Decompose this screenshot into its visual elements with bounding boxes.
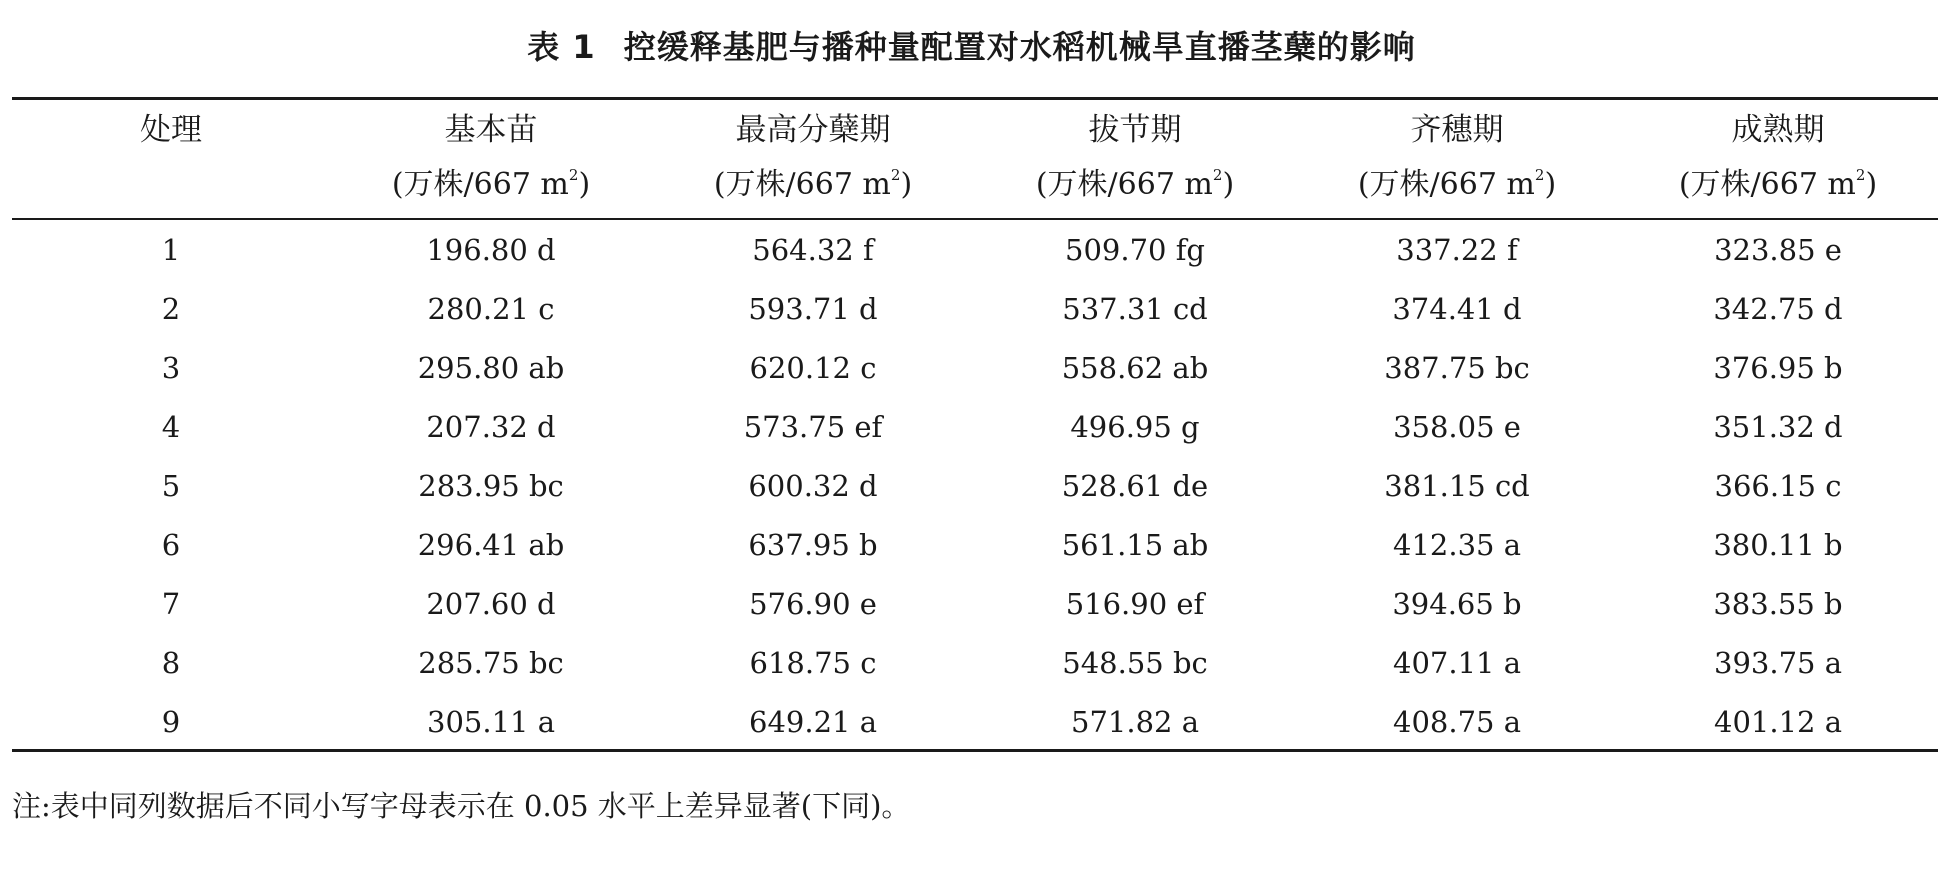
table-cell: 337.22 f [1396, 232, 1518, 267]
table-row [12, 692, 1938, 751]
header-basic-seedlings [330, 112, 652, 202]
bottom-rule [12, 749, 1938, 752]
table-cell: 295.80 ab [417, 350, 565, 385]
header-label: 拔节期 [1088, 112, 1182, 148]
table-cell: 576.90 e [749, 586, 877, 621]
table-cell: 412.35 a [1393, 527, 1521, 562]
table-cell: 358.05 e [1393, 409, 1521, 444]
table-cell: 207.60 d [426, 586, 556, 621]
table-cell: 537.31 cd [1062, 291, 1208, 326]
table-cell: 387.75 bc [1384, 350, 1530, 385]
table-cell: 401.12 a [1714, 704, 1842, 739]
table-cell: 573.75 ef [743, 409, 883, 444]
table-cell: 9 [161, 704, 181, 739]
table-cell: 593.71 d [748, 291, 878, 326]
header-label: 最高分蘖期 [735, 112, 891, 148]
header-max-tillering [652, 112, 974, 202]
table-cell: 528.61 de [1061, 468, 1209, 503]
table-cell: 366.15 c [1714, 468, 1842, 503]
table-cell: 283.95 bc [418, 468, 564, 503]
table-cell: 637.95 b [748, 527, 878, 562]
table-cell: 620.12 c [749, 350, 877, 385]
table-cell: 393.75 a [1714, 645, 1842, 680]
table-cell: 509.70 fg [1065, 232, 1205, 267]
table-cell: 564.32 f [752, 232, 874, 267]
table-cell: 6 [161, 527, 181, 562]
table-cell: 285.75 bc [418, 645, 564, 680]
table-row [12, 397, 1938, 456]
table-row [12, 279, 1938, 338]
header-label: 处理 [140, 112, 202, 148]
header-unit: (万株/667 $m^2$) [1357, 166, 1557, 202]
header-full-heading [1296, 112, 1618, 202]
table-cell: 2 [161, 291, 181, 326]
header-unit: (万株/667 $m^2$) [1035, 166, 1235, 202]
table-cell: 516.90 ef [1065, 586, 1205, 621]
header-unit: (万株/667 $m^2$) [713, 166, 913, 202]
table-cell: 380.11 b [1713, 527, 1843, 562]
table-cell: 7 [161, 586, 181, 621]
table-number: 表 1 [527, 28, 596, 66]
table-cell: 8 [161, 645, 181, 680]
table-cell: 5 [161, 468, 181, 503]
table-row [12, 633, 1938, 692]
header-maturity [1618, 112, 1938, 202]
table-cell: 408.75 a [1393, 704, 1521, 739]
table-cell: 296.41 ab [417, 527, 565, 562]
header-treatment [12, 112, 330, 148]
table-cell: 496.95 g [1070, 409, 1200, 444]
header-jointing [974, 112, 1296, 202]
header-label: 齐穗期 [1410, 112, 1504, 148]
header-label: 成熟期 [1731, 112, 1825, 148]
table-note: 注:表中同列数据后不同小写字母表示在 0.05 水平上差异显著(下同)。 [12, 789, 911, 823]
header-unit: (万株/667 $m^2$) [391, 166, 591, 202]
table-cell: 1 [161, 232, 181, 267]
table-title [0, 22, 1943, 68]
table-cell: 351.32 d [1713, 409, 1843, 444]
header-unit: (万株/667 $m^2$) [1678, 166, 1878, 202]
table-cell: 280.21 c [427, 291, 555, 326]
table-cell: 558.62 ab [1061, 350, 1209, 385]
table-cell: 4 [161, 409, 181, 444]
table-row [12, 574, 1938, 633]
data-table [12, 220, 1938, 751]
table-cell: 649.21 a [749, 704, 877, 739]
table-cell: 376.95 b [1713, 350, 1843, 385]
table-title-text: 控缓释基肥与播种量配置对水稻机械旱直播茎蘖的影响 [623, 28, 1416, 66]
table-cell: 394.65 b [1392, 586, 1522, 621]
table-cell: 342.75 d [1713, 291, 1843, 326]
table-row [12, 515, 1938, 574]
table-cell: 323.85 e [1714, 232, 1842, 267]
table-cell: 383.55 b [1713, 586, 1843, 621]
table-cell: 381.15 cd [1384, 468, 1530, 503]
header-label: 基本苗 [444, 112, 538, 148]
table-cell: 600.32 d [748, 468, 878, 503]
top-rule [12, 97, 1938, 100]
table-cell: 618.75 c [749, 645, 877, 680]
table-cell: 571.82 a [1071, 704, 1199, 739]
table-row [12, 338, 1938, 397]
table-cell: 548.55 bc [1062, 645, 1208, 680]
table-cell: 3 [161, 350, 181, 385]
table-cell: 196.80 d [426, 232, 556, 267]
table-cell: 305.11 a [427, 704, 555, 739]
table-row [12, 220, 1938, 279]
table-cell: 374.41 d [1392, 291, 1522, 326]
table-cell: 207.32 d [426, 409, 556, 444]
table-row [12, 456, 1938, 515]
table-cell: 561.15 ab [1061, 527, 1209, 562]
table-cell: 407.11 a [1393, 645, 1521, 680]
